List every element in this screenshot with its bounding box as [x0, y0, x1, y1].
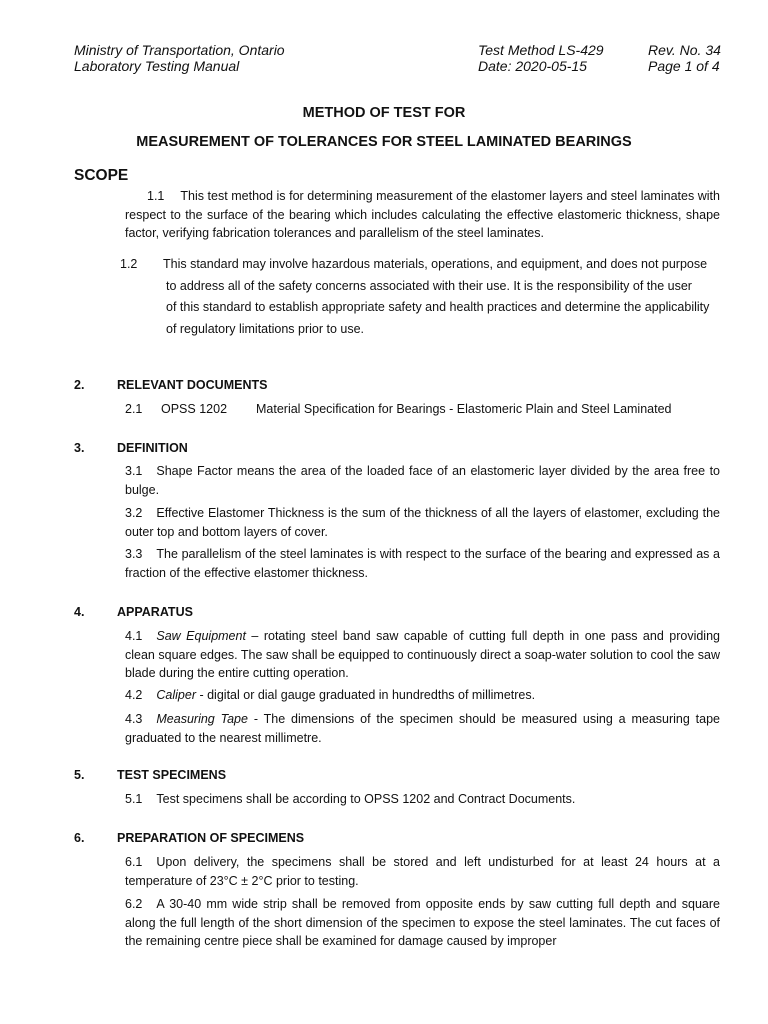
header-manual: Laboratory Testing Manual — [74, 58, 240, 74]
test-specimens-item — [125, 790, 720, 809]
preparation-item — [125, 895, 720, 951]
definition-item — [125, 504, 720, 541]
apparatus-item — [125, 710, 720, 747]
section-number: 6. — [74, 831, 85, 845]
document-title: Material Specification for Bearings - Elastomeric Plain and Steel Laminated — [256, 402, 672, 416]
header-page: Page 1 of 4 — [648, 58, 720, 74]
scope-paragraph-1-2 — [120, 254, 720, 340]
item-number: 3.2 — [125, 506, 143, 520]
item-text: - The dimensions of the specimen should be measured using a measuring tape graduated to the nearest millimetre. — [125, 712, 721, 745]
paragraph-text: This test method is for determining measurement of the elastomer layers and steel laminates with respect to the surface of the bearing which includes calculating the effective elastomeric thickness, shape factor, verifying fabrication tolerances and parallelism of the steel laminates. — [125, 189, 720, 240]
apparatus-item — [125, 627, 720, 683]
scope-heading: SCOPE — [74, 167, 129, 184]
header-rev: Rev. No. 34 — [648, 42, 721, 58]
header-org: Ministry of Transportation, Ontario — [74, 42, 285, 58]
item-text: A 30-40 mm wide strip shall be removed from opposite ends by saw cutting full depth and square along the full length of the short dimension of the specimen to expose the steel laminates. The cut faces of the remaining centre piece shall be examined for damage caused by improper — [125, 897, 720, 948]
item-term: Measuring Tape — [156, 712, 248, 726]
item-number: 4.2 — [125, 688, 143, 702]
section-number: 2. — [74, 378, 85, 392]
item-text: The parallelism of the steel laminates is with respect to the surface of the bearing and expressed as a fraction of the effective elastomer thickness. — [125, 547, 720, 580]
paragraph-number: 1.2 — [120, 257, 138, 271]
preparation-item — [125, 853, 720, 890]
section-title: RELEVANT DOCUMENTS — [117, 378, 268, 392]
section-heading-relevant-documents — [74, 378, 267, 392]
item-number: 5.1 — [125, 792, 143, 806]
item-text: Shape Factor means the area of the loaded face of an elastomeric layer divided by the area free to bulge. — [125, 464, 720, 497]
section-title: PREPARATION OF SPECIMENS — [117, 831, 305, 845]
item-text: Upon delivery, the specimens shall be stored and left undisturbed for at least 24 hours at a temperature of 23°C ± 2°C prior to testing. — [125, 855, 720, 888]
document-code: OPSS 1202 — [161, 402, 228, 416]
section-title: DEFINITION — [117, 441, 188, 455]
paragraph-line: of this standard to establish appropriate safety and health practices and determine the applicability — [166, 300, 710, 314]
item-number: 4.1 — [125, 629, 143, 643]
apparatus-item — [125, 686, 720, 705]
definition-item — [125, 545, 720, 582]
section-heading-definition — [74, 441, 188, 455]
section-number: 5. — [74, 768, 85, 782]
section-number: 4. — [74, 605, 85, 619]
paragraph-line: to address all of the safety concerns associated with their use. It is the responsibility of the user — [166, 278, 692, 293]
section-heading-apparatus — [74, 605, 193, 619]
section-heading-preparation — [74, 831, 304, 845]
item-text: Effective Elastomer Thickness is the sum of the thickness of all the layers of elastomer, excluding the outer top and bottom layers of cover. — [125, 506, 720, 539]
item-number: 6.1 — [125, 855, 143, 869]
header-test-method: Test Method LS-429 — [478, 42, 604, 58]
section-title: TEST SPECIMENS — [117, 768, 227, 782]
item-text: Test specimens shall be according to OPSS 1202 and Contract Documents. — [156, 792, 576, 806]
item-term: Saw Equipment — [156, 629, 246, 643]
header-date: Date: 2020-05-15 — [478, 58, 587, 74]
section-number: 3. — [74, 441, 85, 455]
item-text: – rotating steel band saw capable of cutting full depth in one pass and providing clean square edges. The saw shall be equipped to continuously direct a soap-water solution to cool the saw blade during the entire cutting operation. — [125, 629, 720, 680]
scope-paragraph-1-1 — [125, 187, 720, 243]
item-term: Caliper — [156, 688, 196, 702]
item-number: 2.1 — [125, 402, 143, 416]
document-title-line2: MEASUREMENT OF TOLERANCES FOR STEEL LAMINATED BEARINGS — [136, 134, 632, 150]
item-number: 4.3 — [125, 712, 143, 726]
item-number: 6.2 — [125, 897, 143, 911]
header-right — [648, 42, 721, 74]
paragraph-line: This standard may involve hazardous materials, operations, and equipment, and does not purpose — [163, 257, 708, 271]
section-heading-test-specimens — [74, 768, 226, 782]
item-text: - digital or dial gauge graduated in hundredths of millimetres. — [196, 688, 536, 702]
paragraph-line: of regulatory limitations prior to use. — [166, 321, 365, 336]
header-left — [74, 42, 285, 74]
header-middle — [478, 42, 604, 74]
document-title-line1: METHOD OF TEST FOR — [302, 105, 466, 121]
definition-item — [125, 462, 720, 499]
relevant-document-item — [125, 402, 672, 416]
section-title: APPARATUS — [117, 605, 193, 619]
paragraph-number: 1.1 — [147, 189, 165, 203]
item-number: 3.1 — [125, 464, 143, 478]
item-number: 3.3 — [125, 547, 143, 561]
